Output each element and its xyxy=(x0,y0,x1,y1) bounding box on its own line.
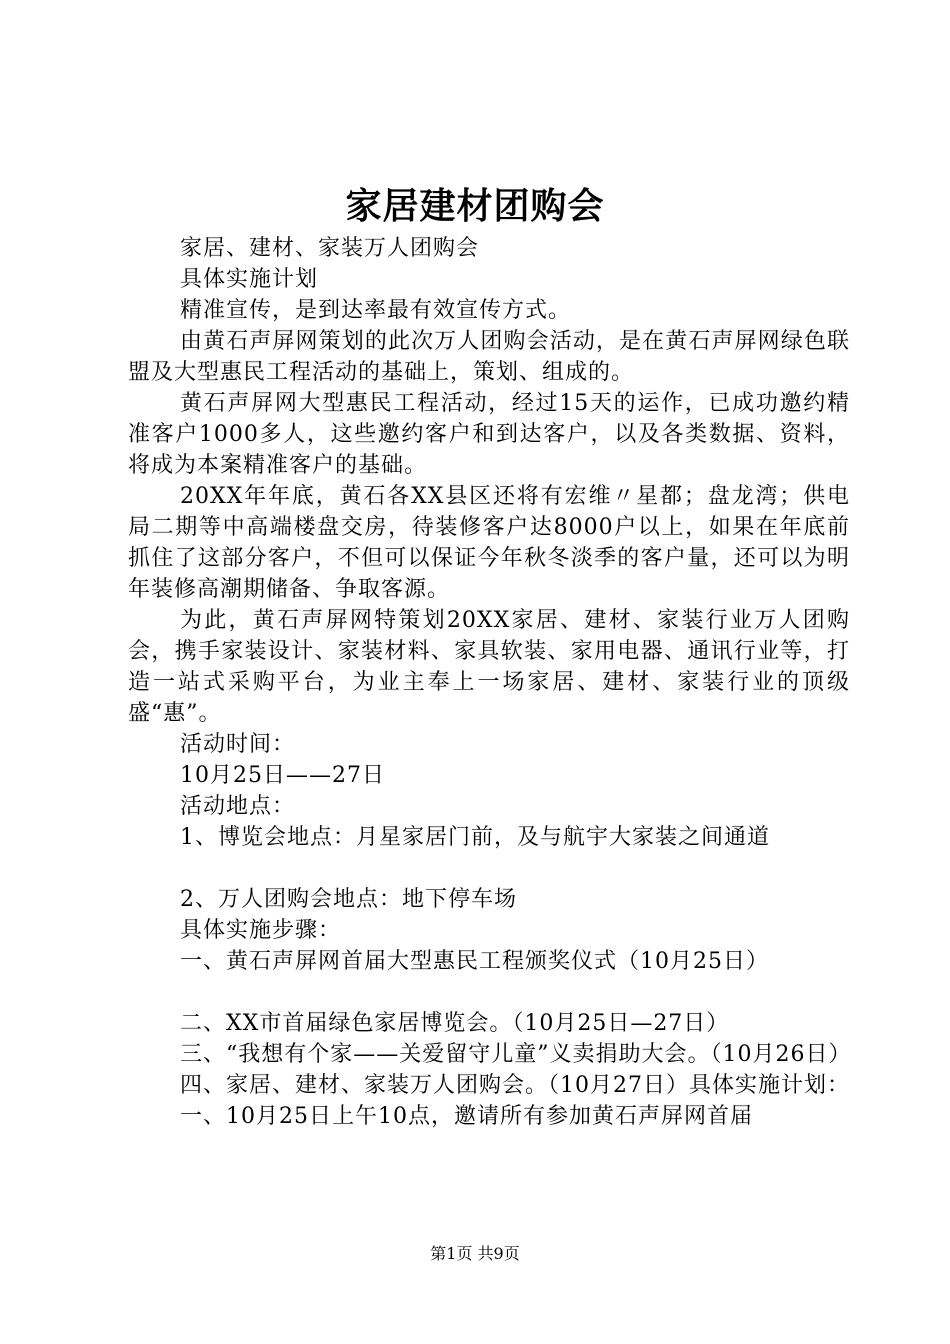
paragraph-12: 2、万人团购会地点：地下停车场 xyxy=(180,887,517,912)
paragraph-6: 20XX年年底，黄石各XX县区还将有宏维〃星都；盘龙湾；供电局二期等中高端楼盘交房，待装修客户达8000户以上，如果在年底前抓住了这部分客户，不但可以保证今年秋冬淡季的客户量，还可以为明年装修高潮期储备、争取客源。 xyxy=(128,484,850,602)
paragraph-13: 具体实施步骤： xyxy=(180,918,342,943)
paragraph-17: 四、家居、建材、家装万人团购会。（10月27日）具体实施计划： xyxy=(180,1073,850,1098)
document-title: 家居建材团购会 xyxy=(345,186,605,227)
paragraph-9: 10月25日——27日 xyxy=(180,763,385,788)
paragraph-4: 由黄石声屏网策划的此次万人团购会活动，是在黄石声屏网绿色联盟及大型惠民工程活动的基础上，策划、组成的。 xyxy=(128,329,850,385)
paragraph-16: 三、“我想有个家——关爱留守儿童”义卖捐助大会。（10月26日） xyxy=(180,1042,852,1067)
paragraph-5: 黄石声屏网大型惠民工程活动，经过15天的运作，已成功邀约精准客户1000多人，这些邀约客户和到达客户，以及各类数据、资料，将成为本案精准客户的基础。 xyxy=(128,391,850,478)
document-body xyxy=(128,233,850,1132)
paragraph-10: 活动地点： xyxy=(180,794,296,819)
paragraph-14: 一、黄石声屏网首届大型惠民工程颁奖仪式（10月25日） xyxy=(180,949,769,974)
paragraph-7: 为此，黄石声屏网特策划20XX家居、建材、家装行业万人团购会，携手家装设计、家装材料、家具软装、家用电器、通讯行业等，打造一站式采购平台，为业主奉上一场家居、建材、家装行业的顶级盛“惠”。 xyxy=(128,608,850,726)
paragraph-2: 具体实施计划 xyxy=(180,267,319,292)
paragraph-15: 二、XX市首届绿色家居博览会。（10月25日—27日） xyxy=(180,1011,730,1036)
paragraph-1: 家居、建材、家装万人团购会 xyxy=(180,236,480,261)
paragraph-18: 一、10月25日上午10点，邀请所有参加黄石声屏网首届 xyxy=(180,1104,753,1129)
paragraph-8: 活动时间： xyxy=(180,732,296,757)
page-number: 第1页 共9页 xyxy=(430,1244,520,1263)
paragraph-3: 精准宣传，是到达率最有效宣传方式。 xyxy=(180,298,572,323)
paragraph-11: 1、博览会地点：月星家居门前，及与航宇大家装之间通道 xyxy=(180,825,770,850)
